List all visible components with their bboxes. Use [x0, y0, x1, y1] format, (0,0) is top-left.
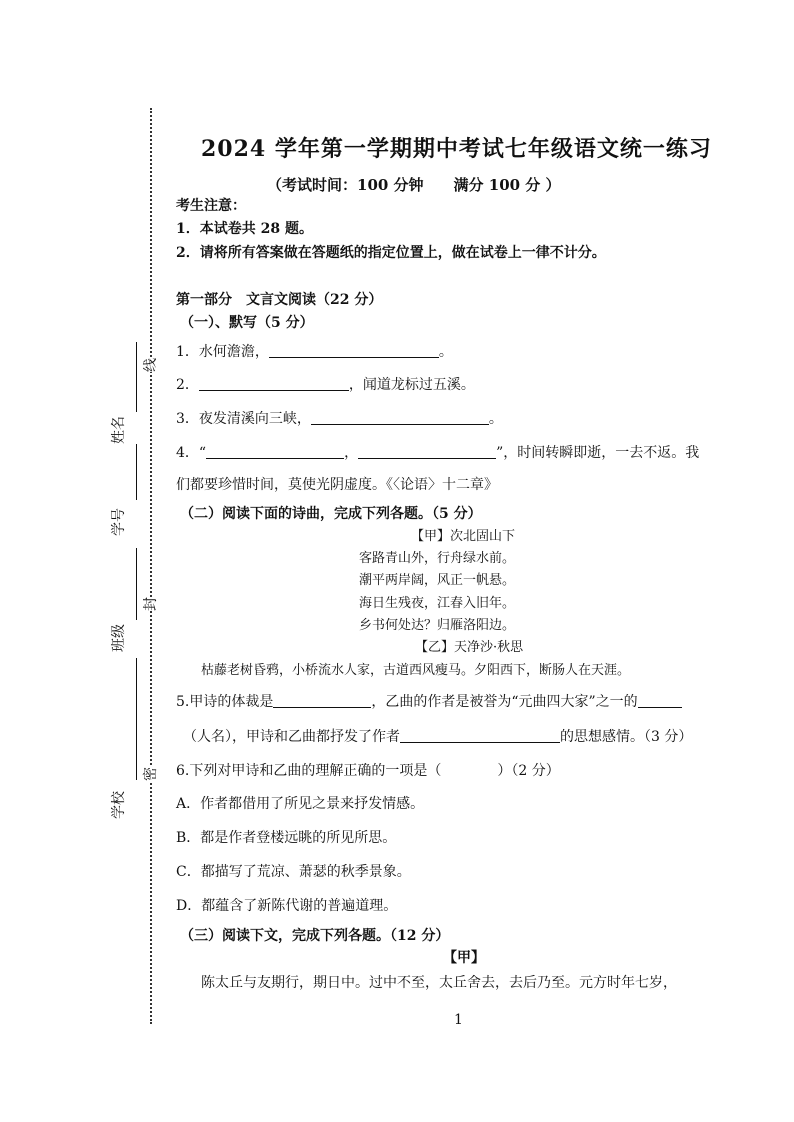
question-5-continued: （人名），甲诗和乙曲都抒发了作者 的思想感情。（3 分） [183, 729, 693, 745]
part-heading: 第一部分 文言文阅读（22 分） [176, 292, 383, 308]
poem-line: 乡书何处达？归雁洛阳边。 [359, 618, 516, 633]
notice-item: 2．请将所有答案做在答题纸的指定位置上，做在试卷上一律不计分。 [176, 245, 606, 261]
question-4-continued: 们都要珍惜时间，莫使光阴虚度。《〈论语〉十二章》 [176, 477, 498, 493]
poem-line: 客路青山外，行舟绿水前。 [359, 551, 516, 566]
notice-item: 1．本试卷共 28 题。 [176, 221, 313, 237]
option-d[interactable]: D．都蕴含了新陈代谢的普遍道理。 [176, 898, 398, 914]
class-blank[interactable] [136, 548, 137, 620]
answer-blank[interactable] [311, 410, 489, 425]
question-3: 3．夜发清溪向三峡， 。 [176, 411, 503, 427]
seal-mark-secret: 密 [140, 767, 160, 781]
question-2: 2． ，闻道龙标过五溪。 [176, 377, 475, 393]
answer-blank[interactable] [199, 376, 349, 391]
question-4: 4．“ ， ”，时间转瞬即逝，一去不返。我 [176, 445, 700, 461]
seal-mark-line: 线 [140, 358, 160, 372]
school-blank[interactable] [136, 658, 137, 780]
option-a[interactable]: A．作者都借用了所见之景来抒发情感。 [176, 796, 425, 812]
question-1: 1．水何澹澹， 。 [176, 344, 453, 360]
page-number: 1 [454, 1012, 463, 1028]
page-title: 2024 学年第一学期期中考试七年级语文统一练习 [201, 136, 712, 162]
margin-label-number: 学号 [111, 508, 127, 536]
section-heading: （一）、默写（5 分） [180, 315, 314, 331]
notice-heading: 考生注意： [176, 198, 246, 214]
answer-blank[interactable] [358, 444, 496, 459]
question-6: 6.下列对甲诗和乙曲的理解正确的一项是（ ）（2 分） [176, 763, 560, 779]
section-heading: （二）阅读下面的诗曲，完成下列各题。（5 分） [180, 506, 482, 522]
poem-line: 潮平两岸阔，风正一帆悬。 [359, 573, 516, 588]
section-heading: （三）阅读下文，完成下列各题。（12 分） [180, 928, 450, 944]
answer-blank[interactable] [638, 693, 682, 708]
binding-dotted-line [150, 108, 152, 1024]
name-blank[interactable] [136, 342, 137, 412]
answer-blank[interactable] [206, 444, 344, 459]
poem-line: 海日生残夜，江春入旧年。 [359, 596, 516, 611]
passage-text: 陈太丘与友期行，期日中。过中不至，太丘舍去，去后乃至。元方时年七岁， [201, 975, 677, 991]
question-5: 5.甲诗的体裁是 ，乙曲的作者是被誉为“元曲四大家”之一的 [176, 692, 682, 712]
passage-label: 【甲】 [443, 950, 485, 966]
poem-b-title: 【乙】天净沙·秋思 [415, 640, 524, 655]
margin-label-name: 姓名 [111, 416, 127, 444]
option-c[interactable]: C．都描写了荒凉、萧瑟的秋季景象。 [176, 864, 411, 880]
answer-blank[interactable] [273, 693, 371, 708]
number-blank[interactable] [136, 444, 137, 500]
answer-blank[interactable] [400, 728, 560, 743]
seal-mark-seal: 封 [140, 597, 160, 611]
exam-subtitle: （考试时间：100 分钟 满分 100 分 ） [267, 176, 561, 194]
poem-a-title: 【甲】次北固山下 [411, 529, 516, 544]
option-b[interactable]: B．都是作者登楼远眺的所见所思。 [176, 830, 397, 846]
poem-b-text: 枯藤老树昏鸦，小桥流水人家，古道西风瘦马。夕阳西下，断肠人在天涯。 [201, 663, 631, 678]
answer-blank[interactable] [269, 343, 439, 358]
margin-label-class: 班级 [111, 624, 127, 652]
margin-label-school: 学校 [111, 791, 127, 819]
